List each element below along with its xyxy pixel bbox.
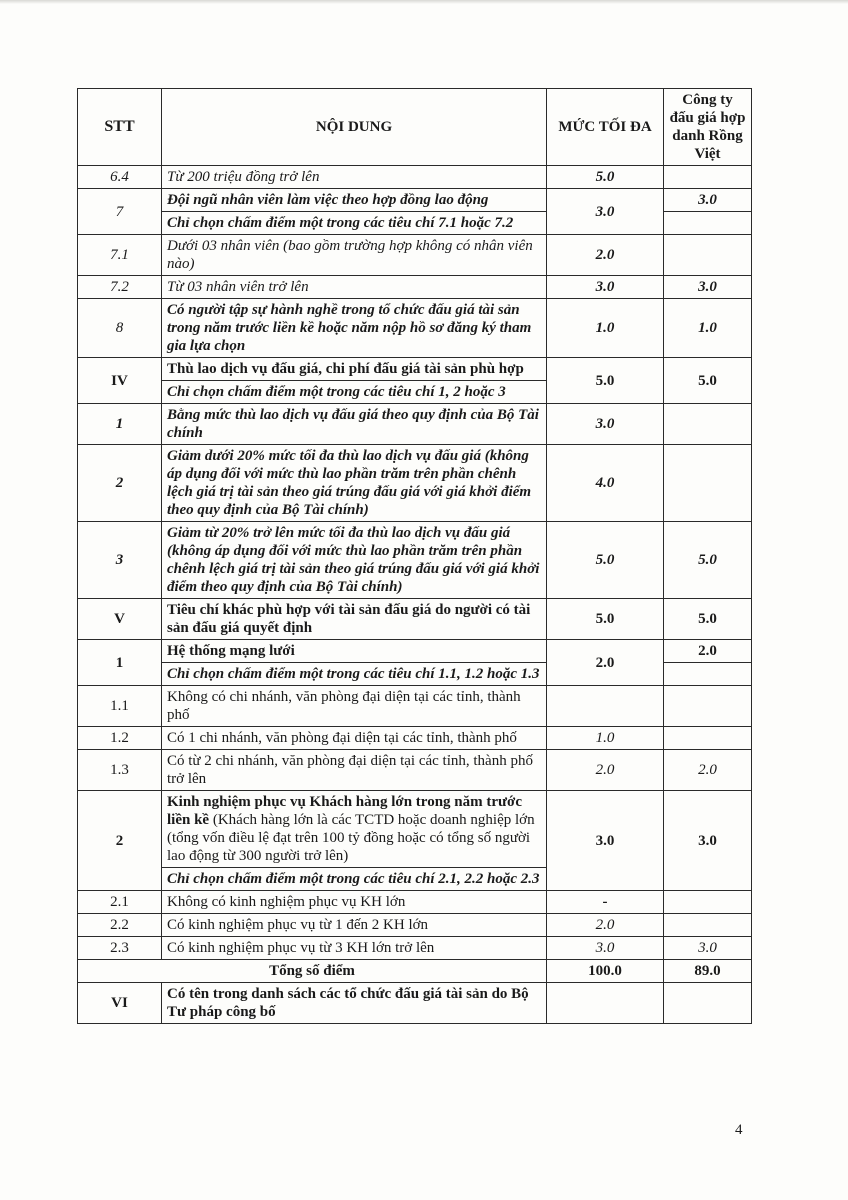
header-company: Công ty đấu giá hợp danh Rồng Việt <box>664 89 752 166</box>
row-content-rest: (Khách hàng lớn là các TCTD hoặc doanh nghiệp lớn (tổng vốn điều lệ đạt trên 100 tỷ đồng hoặc có tổng số người lao động từ 300 người trở lên) <box>167 812 535 864</box>
row-score: 3.0 <box>664 937 752 960</box>
row-score: 3.0 <box>664 276 752 299</box>
row-content: Thù lao dịch vụ đấu giá, chi phí đấu giá tài sản phù hợp <box>162 358 547 381</box>
row-max-score <box>547 983 664 1024</box>
row-max-score: 2.0 <box>547 640 664 686</box>
row-content: Giảm dưới 20% mức tối đa thù lao dịch vụ đấu giá (không áp dụng đối với mức thù lao phần trăm trên phần chênh lệch giá trị tài sản theo giá trúng đấu giá với giá khởi điểm theo quy định của Bộ Tài chính) <box>162 445 547 522</box>
table-row <box>78 299 752 358</box>
row-stt: 2.3 <box>78 937 162 960</box>
row-stt: 1 <box>78 640 162 686</box>
row-max-score: 3.0 <box>547 189 664 235</box>
row-stt: 2 <box>78 791 162 891</box>
table-row <box>78 404 752 445</box>
row-max-score: 4.0 <box>547 445 664 522</box>
row-stt: IV <box>78 358 162 404</box>
table-row <box>78 235 752 276</box>
row-stt: 8 <box>78 299 162 358</box>
row-score: 5.0 <box>664 599 752 640</box>
table-row <box>78 983 752 1024</box>
row-content: Bằng mức thù lao dịch vụ đấu giá theo quy định của Bộ Tài chính <box>162 404 547 445</box>
row-content-bold: Kinh nghiệm phục vụ Khách hàng lớn trong năm trước liền kề <box>167 794 522 828</box>
row-content <box>162 791 547 868</box>
row-stt: 2.1 <box>78 891 162 914</box>
row-content: Từ 200 triệu đồng trở lên <box>162 166 547 189</box>
row-content: Có từ 2 chi nhánh, văn phòng đại diện tại các tỉnh, thành phố trở lên <box>162 750 547 791</box>
row-score: 2.0 <box>664 750 752 791</box>
row-stt: 1 <box>78 404 162 445</box>
table-row <box>78 522 752 599</box>
row-max-score: 3.0 <box>547 937 664 960</box>
table-row <box>78 358 752 381</box>
row-max-score: 1.0 <box>547 299 664 358</box>
row-score <box>664 891 752 914</box>
row-max-score: 2.0 <box>547 235 664 276</box>
row-content: Từ 03 nhân viên trở lên <box>162 276 547 299</box>
table-header-row <box>78 89 752 166</box>
row-content: Không có chi nhánh, văn phòng đại diện tại các tỉnh, thành phố <box>162 686 547 727</box>
row-stt: 2 <box>78 445 162 522</box>
row-score <box>664 235 752 276</box>
row-note: Chỉ chọn chấm điểm một trong các tiêu chí 7.1 hoặc 7.2 <box>162 212 547 235</box>
row-stt: V <box>78 599 162 640</box>
row-content: Không có kinh nghiệm phục vụ KH lớn <box>162 891 547 914</box>
row-stt: 6.4 <box>78 166 162 189</box>
row-stt: 7.1 <box>78 235 162 276</box>
row-score-empty <box>664 663 752 686</box>
row-max-score: 5.0 <box>547 522 664 599</box>
scoring-table <box>77 88 752 1024</box>
row-max-score: - <box>547 891 664 914</box>
table-row <box>78 445 752 522</box>
row-max-score: 1.0 <box>547 727 664 750</box>
row-stt: 7 <box>78 189 162 235</box>
row-content: Có kinh nghiệm phục vụ từ 3 KH lớn trở lên <box>162 937 547 960</box>
row-max-score: 5.0 <box>547 358 664 404</box>
table-row <box>78 276 752 299</box>
page-number: 4 <box>735 1122 743 1138</box>
row-content: Có kinh nghiệm phục vụ từ 1 đến 2 KH lớn <box>162 914 547 937</box>
row-score <box>664 727 752 750</box>
row-stt: 3 <box>78 522 162 599</box>
row-content: Có tên trong danh sách các tổ chức đấu giá tài sản do Bộ Tư pháp công bố <box>162 983 547 1024</box>
row-score: 2.0 <box>664 640 752 663</box>
table-row <box>78 891 752 914</box>
row-note: Chỉ chọn chấm điểm một trong các tiêu chí 2.1, 2.2 hoặc 2.3 <box>162 868 547 891</box>
row-max-score <box>547 686 664 727</box>
row-score <box>664 983 752 1024</box>
row-score-empty <box>664 212 752 235</box>
row-content: Đội ngũ nhân viên làm việc theo hợp đồng lao động <box>162 189 547 212</box>
row-max-score: 2.0 <box>547 750 664 791</box>
header-max-score: MỨC TỐI ĐA <box>547 89 664 166</box>
row-max-score: 3.0 <box>547 276 664 299</box>
table-row <box>78 640 752 663</box>
total-label: Tổng số điểm <box>78 960 547 983</box>
header-content: NỘI DUNG <box>162 89 547 166</box>
row-content: Hệ thống mạng lưới <box>162 640 547 663</box>
total-max-score: 100.0 <box>547 960 664 983</box>
table-row <box>78 727 752 750</box>
row-max-score: 2.0 <box>547 914 664 937</box>
row-score <box>664 686 752 727</box>
table-row <box>78 750 752 791</box>
row-score <box>664 166 752 189</box>
row-content: Có người tập sự hành nghề trong tổ chức đấu giá tài sản trong năm trước liền kề hoặc năm nộp hồ sơ đăng ký tham gia lựa chọn <box>162 299 547 358</box>
total-score: 89.0 <box>664 960 752 983</box>
row-stt: 1.3 <box>78 750 162 791</box>
header-stt: STT <box>78 89 162 166</box>
table-row <box>78 189 752 212</box>
page-top-edge <box>0 0 848 4</box>
table-row <box>78 686 752 727</box>
table-row <box>78 937 752 960</box>
row-content: Có 1 chi nhánh, văn phòng đại diện tại các tỉnh, thành phố <box>162 727 547 750</box>
row-score: 3.0 <box>664 189 752 212</box>
row-stt: 1.2 <box>78 727 162 750</box>
row-score: 1.0 <box>664 299 752 358</box>
table-row <box>78 166 752 189</box>
row-score: 3.0 <box>664 791 752 891</box>
row-stt: 2.2 <box>78 914 162 937</box>
row-note: Chỉ chọn chấm điểm một trong các tiêu chí 1, 2 hoặc 3 <box>162 381 547 404</box>
row-note: Chỉ chọn chấm điểm một trong các tiêu chí 1.1, 1.2 hoặc 1.3 <box>162 663 547 686</box>
row-score <box>664 404 752 445</box>
row-max-score: 3.0 <box>547 404 664 445</box>
row-content: Tiêu chí khác phù hợp với tài sản đấu giá do người có tài sản đấu giá quyết định <box>162 599 547 640</box>
table-row <box>78 599 752 640</box>
row-score <box>664 914 752 937</box>
row-score: 5.0 <box>664 358 752 404</box>
row-max-score: 3.0 <box>547 791 664 891</box>
table-row <box>78 791 752 868</box>
row-score: 5.0 <box>664 522 752 599</box>
total-row <box>78 960 752 983</box>
row-content: Giảm từ 20% trở lên mức tối đa thù lao dịch vụ đấu giá (không áp dụng đối với mức thù lao phần trăm trên phần chênh lệch giá trị tài sản theo giá trúng đấu giá với giá khởi điểm theo quy định của Bộ Tài chính) <box>162 522 547 599</box>
row-score <box>664 445 752 522</box>
row-stt: VI <box>78 983 162 1024</box>
row-stt: 1.1 <box>78 686 162 727</box>
row-stt: 7.2 <box>78 276 162 299</box>
row-max-score: 5.0 <box>547 166 664 189</box>
row-max-score: 5.0 <box>547 599 664 640</box>
table-row <box>78 914 752 937</box>
row-content: Dưới 03 nhân viên (bao gồm trường hợp không có nhân viên nào) <box>162 235 547 276</box>
